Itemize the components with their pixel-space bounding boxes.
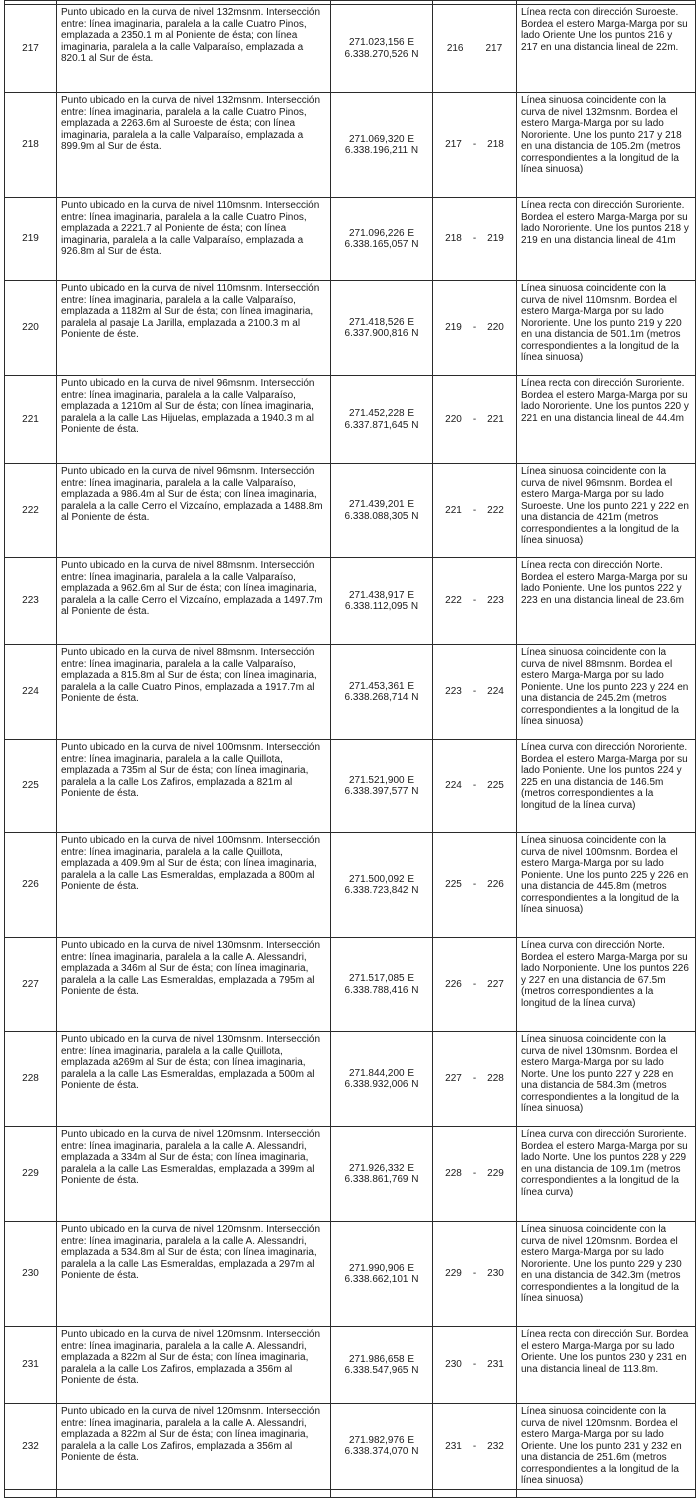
easting-value: 271.521,900 E: [348, 774, 415, 786]
segment-separator: -: [472, 978, 477, 990]
segment-to: 231: [487, 1359, 504, 1371]
segment-range: [447, 43, 502, 55]
point-number: 223: [22, 595, 39, 607]
point-description-cell: [57, 1327, 331, 1404]
segment-to: 223: [487, 595, 504, 607]
segment-separator: -: [472, 879, 477, 891]
easting-value: 271.439,201 E: [348, 499, 415, 510]
segment-cell: [433, 464, 517, 558]
segment-separator: -: [472, 139, 477, 151]
coordinates-cell: [331, 5, 433, 93]
line-description-cell: [517, 833, 696, 938]
point-description-cell: [57, 1404, 331, 1490]
table-row: [5, 938, 696, 1032]
point-description: Punto ubicado en la curva de nivel 120msnm. Intersección entre: línea imaginaria, paralela a la calle A. Alessandri, emplazada a 534.8m al Sur de ésta; con línea imaginaria, paralela a la calle Las Esmeraldas, emplazada a 297m al Poniente de ésta.: [61, 1224, 321, 1281]
point-number: 219: [22, 233, 39, 245]
segment-cell: [433, 281, 517, 376]
segment-separator: -: [472, 322, 477, 334]
segment-from: 218: [445, 233, 462, 245]
point-number-cell: [5, 1327, 57, 1404]
segment-to: 219: [487, 233, 504, 245]
coordinates-cell: [331, 740, 433, 833]
line-description: Línea recta con dirección Sur. Bordea el estero Marga-Marga por su lado Oriente. Une los puntos 230 y 231 en una distancia lineal de 113.8m.: [521, 1329, 689, 1375]
segment-range: [445, 505, 504, 517]
segment-from: 225: [445, 879, 462, 891]
point-number-cell: [5, 376, 57, 464]
coordinates-cell: [331, 1404, 433, 1490]
table-row: [5, 93, 696, 198]
easting-value: 271.418,526 E: [348, 316, 415, 328]
segment-from: 223: [445, 686, 462, 698]
segment-range: [445, 414, 504, 426]
point-number-cell: [5, 740, 57, 833]
point-number-cell: [5, 198, 57, 281]
coordinates-cell: [331, 1327, 433, 1404]
point-description-cell: [57, 1222, 331, 1327]
point-description-cell: [57, 1127, 331, 1222]
segment-cell: [433, 1404, 517, 1490]
easting-value: 271.452,228 E: [348, 408, 415, 419]
easting-value: 271.023,156 E: [348, 37, 415, 48]
point-description-cell: [57, 938, 331, 1032]
point-description: Punto ubicado en la curva de nivel 120msnm. Intersección entre: línea imaginaria, paralela a la calle A. Alessandri, emplazada a 822m al Sur de ésta; con línea imaginaria, paralela a la calle Los Zafiros, emplazada a 356m al Poniente de ésta.: [61, 1406, 321, 1463]
segment-to: 220: [487, 322, 504, 334]
segment-range: [445, 1168, 504, 1180]
segment-from: 221: [445, 504, 462, 516]
table-row: [5, 558, 696, 645]
easting-value: 271.926,332 E: [348, 1162, 415, 1174]
segment-from: 217: [445, 139, 462, 151]
segment-separator: -: [472, 413, 477, 425]
line-description-cell: [517, 198, 696, 281]
northing-value: 6.338.547,965 N: [344, 1365, 419, 1376]
point-description-cell: [57, 833, 331, 938]
segment-to: 217: [485, 42, 503, 54]
point-description-cell: [57, 376, 331, 464]
point-description: Punto ubicado en la curva de nivel 130msnm. Intersección entre: línea imaginaria, paralela a la calle Quillota, emplazada a269m al Sur de ésta; con línea imaginaria, paralela a la calle Las Esmeraldas, emplazada a 500m al Poniente de ésta.: [61, 1034, 321, 1091]
point-number-cell: [5, 5, 57, 93]
line-description: Línea sinuosa coincidente con la curva de nivel 130msnm. Bordea el estero Marga-Marga por su lado Norte. Une los punto 227 y 228 en una distancia de 584.3m (metros correspondientes a la longitud de la línea sinuosa): [521, 1034, 679, 1114]
point-description-cell: [57, 198, 331, 281]
point-number-cell: [5, 1222, 57, 1327]
point-number: 217: [22, 42, 39, 54]
point-number: 231: [22, 1359, 39, 1371]
point-number-cell: [5, 645, 57, 740]
point-number-cell: [5, 558, 57, 645]
point-description: Punto ubicado en la curva de nivel 120msnm. Intersección entre: línea imaginaria, paralela a la calle A. Alessandri, emplazada a 822m al Sur de ésta; con línea imaginaria, paralela a la calle Los Zafiros, emplazada a 356m al Poniente de ésta.: [61, 1329, 321, 1386]
point-number: 229: [22, 1168, 39, 1180]
line-description: Línea sinuosa coincidente con la curva de nivel 88msnm. Bordea el estero Marga-Marga por su lado Poniente. Une los punto 223 y 224 en una distancia de 245.2m (metros correspondientes a la longitud de la línea sinuosa): [521, 647, 689, 727]
line-description-cell: [517, 5, 696, 93]
line-description: Línea sinuosa coincidente con la curva de nivel 132msnm. Bordea el estero Marga-Marga por su lado Nororiente. Une los punto 217 y 218 en una distancia de 105.2m (metros correspondientes a la longitud de la línea sinuosa): [521, 95, 682, 175]
coordinates-cell: [331, 1032, 433, 1127]
northing-value: 6.338.112,095 N: [344, 601, 419, 612]
table-row: [5, 5, 696, 93]
point-description-cell: [57, 740, 331, 833]
point-description: Punto ubicado en la curva de nivel 100msnm. Intersección entre: línea imaginaria, paralela a la calle Quillota, emplazada a 735m al Sur de ésta; con línea imaginaria, paralela a la calle Los Zafiros, emplazada a 821m al Poniente de ésta.: [61, 742, 321, 799]
table-row: [5, 1032, 696, 1127]
northing-value: 6.338.088,305 N: [344, 510, 419, 522]
empty-cell: [5, 1489, 57, 1497]
point-number-cell: [5, 938, 57, 1032]
point-description: Punto ubicado en la curva de nivel 88msnm. Intersección entre: línea imaginaria, paralela a la calle Valparaíso, emplazada a 962.6m al Sur de ésta; con línea imaginaria, paralela a la calle Cerro el Vizcaíno, emplazada a 1497.7m al Poniente de ésta.: [61, 560, 323, 617]
line-description-cell: [517, 558, 696, 645]
easting-value: 271.986,658 E: [348, 1353, 415, 1365]
coordinates-cell: [331, 281, 433, 376]
segment-separator: -: [472, 1268, 477, 1280]
table-row: [5, 833, 696, 938]
segment-cell: [433, 1327, 517, 1404]
point-number-cell: [5, 281, 57, 376]
segment-to: 224: [487, 686, 504, 698]
point-number: 218: [22, 139, 39, 151]
line-description: Línea curva con dirección Suroriente. Bordea el estero Marga-Marga por su lado Norte. Une los puntos 228 y 229 en una distancia de 109.1m (metros correspondientes a la longitud de la línea curva): [521, 1129, 688, 1198]
segment-range: [445, 879, 504, 891]
line-description: Línea sinuosa coincidente con la curva de nivel 120msnm. Bordea el estero Marga-Marga por su lado Nororiente. Une los punto 229 y 230 en una distancia de 342.3m (metros correspondientes a la longitud de la línea sinuosa): [521, 1224, 682, 1304]
segment-from: 222: [445, 595, 462, 607]
segment-range: [445, 1073, 504, 1085]
coordinates-cell: [331, 1127, 433, 1222]
coordinates-cell: [331, 1222, 433, 1327]
empty-cell: [517, 1489, 696, 1497]
segment-from: 230: [445, 1359, 462, 1371]
empty-cell: [57, 1489, 331, 1497]
easting-value: 271.438,917 E: [348, 589, 415, 601]
segment-from: 220: [445, 413, 462, 425]
point-description: Punto ubicado en la curva de nivel 130msnm. Intersección entre: línea imaginaria, paralela a la calle A. Alessandri, emplazada a 346m al Sur de ésta; con línea imaginaria, paralela a la calle Las Esmeraldas, emplazada a 795m al Poniente de ésta.: [61, 940, 321, 997]
coordinates-cell: [331, 558, 433, 645]
segment-range: [445, 1441, 504, 1453]
point-number-cell: [5, 464, 57, 558]
segment-cell: [433, 5, 517, 93]
line-description-cell: [517, 1032, 696, 1127]
point-description: Punto ubicado en la curva de nivel 88msnm. Intersección entre: línea imaginaria, paralela a la calle Valparaíso, emplazada a 815.8m al Sur de ésta; con línea imaginaria, paralela a la calle Cuatro Pinos, emplazada a 1917.7m al Poniente de ésta.: [61, 647, 317, 704]
table-row: [5, 1127, 696, 1222]
table-row: [5, 740, 696, 833]
point-number-cell: [5, 1032, 57, 1127]
point-description-cell: [57, 558, 331, 645]
segment-range: [445, 139, 504, 151]
easting-value: 271.453,361 E: [348, 680, 415, 692]
segment-from: 227: [445, 1073, 462, 1085]
point-number: 225: [22, 780, 39, 792]
segment-range: [445, 595, 504, 607]
coordinates-cell: [331, 464, 433, 558]
point-description-cell: [57, 645, 331, 740]
northing-value: 6.338.165,057 N: [344, 239, 419, 250]
northing-value: 6.338.374,070 N: [344, 1446, 419, 1458]
segment-range: [445, 780, 504, 792]
segment-separator: -: [472, 1073, 477, 1085]
line-description: Línea sinuosa coincidente con la curva de nivel 100msnm. Bordea el estero Marga-Marga por su lado Poniente. Une los punto 225 y 226 en una distancia de 445.8m (metros correspondientes a la longitud de la línea sinuosa): [521, 835, 689, 915]
table-row: [5, 1404, 696, 1490]
line-description-cell: [517, 740, 696, 833]
segment-separator: -: [472, 233, 477, 245]
easting-value: 271.990,906 E: [348, 1262, 415, 1274]
segment-cell: [433, 1032, 517, 1127]
line-description-cell: [517, 1327, 696, 1404]
table-row: [5, 1327, 696, 1404]
point-description-cell: [57, 93, 331, 198]
empty-cell: [331, 1489, 433, 1497]
segment-cell: [433, 1127, 517, 1222]
segment-separator: -: [472, 504, 477, 516]
line-description: Línea curva con dirección Nororiente. Bordea el estero Marga-Marga por su lado Poniente. Une los puntos 224 y 225 en una distancia de 146.5m (metros correspondientes a la longitud de la línea curva): [521, 742, 688, 811]
point-description: Punto ubicado en la curva de nivel 100msnm. Intersección entre: línea imaginaria, paralela a la calle Quillota, emplazada a 409.9m al Sur de ésta; con línea imaginaria, paralela a la calle Las Esmeraldas, emplazada a 800m al Poniente de ésta.: [61, 835, 321, 892]
segment-to: 229: [487, 1168, 504, 1180]
partial-row-bottom: [5, 1489, 696, 1497]
empty-cell: [433, 1489, 517, 1497]
segment-cell: [433, 740, 517, 833]
line-description-cell: [517, 464, 696, 558]
segment-to: 232: [487, 1440, 504, 1452]
northing-value: 6.338.270,526 N: [344, 48, 419, 60]
segment-cell: [433, 558, 517, 645]
segment-from: 216: [446, 42, 464, 54]
segment-range: [445, 1268, 504, 1280]
segment-from: 231: [445, 1440, 462, 1452]
line-description: Línea recta con dirección Suroriente. Bordea el estero Marga-Marga por su lado Nororiente. Une los puntos 220 y 221 en una distancia lineal de 44.4m: [521, 378, 689, 424]
line-description-cell: [517, 93, 696, 198]
table-row: [5, 645, 696, 740]
line-description: Línea curva con dirección Norte. Bordea el estero Marga-Marga por su lado Norponiente. Une los puntos 226 y 227 en una distancia de 67.5m (metros correspondientes a la longitud de la línea curva): [521, 940, 689, 1009]
point-number-cell: [5, 93, 57, 198]
point-number: 226: [22, 879, 39, 891]
point-description: Punto ubicado en la curva de nivel 120msnm. Intersección entre: línea imaginaria, paralela a la calle A. Alessandri, emplazada a 334m al Sur de ésta; con línea imaginaria, paralela a la calle Las Esmeraldas, emplazada a 399m al Poniente de ésta.: [61, 1129, 321, 1186]
segment-range: [445, 1359, 504, 1371]
segment-separator: -: [472, 686, 477, 698]
point-number: 221: [22, 413, 39, 425]
segment-to: 230: [487, 1268, 504, 1280]
point-description-cell: [57, 5, 331, 93]
point-number: 222: [22, 504, 39, 516]
point-number-cell: [5, 1127, 57, 1222]
segment-separator: -: [472, 1168, 477, 1180]
northing-value: 6.338.662,101 N: [344, 1274, 419, 1285]
easting-value: 271.096,226 E: [348, 227, 415, 239]
table-row: [5, 281, 696, 376]
segment-to: 225: [487, 780, 504, 792]
point-number-cell: [5, 833, 57, 938]
line-description-cell: [517, 1222, 696, 1327]
line-description: Línea recta con dirección Suroriente. Bordea el estero Marga-Marga por su lado Nororiente. Une los puntos 218 y 219 en una distancia lineal de 41m: [521, 200, 689, 246]
point-description: Punto ubicado en la curva de nivel 110msnm. Intersección entre: línea imaginaria, paralela a la calle Cuatro Pinos, emplazada a 2221.7 al Poniente de ésta; con línea imaginaria, paralela a la calle Valparaíso, emplazada a 926.8m al Sur de ésta.: [61, 200, 320, 257]
line-description-cell: [517, 1127, 696, 1222]
easting-value: 271.069,320 E: [348, 133, 415, 145]
northing-value: 6.338.397,577 N: [344, 786, 419, 797]
segment-from: 226: [445, 978, 462, 990]
point-description: Punto ubicado en la curva de nivel 110msnm. Intersección entre: línea imaginaria, paralela a la calle Valparaíso, emplazada a 1182m al Sur de ésta; con línea imaginaria, paralela al pasaje La Jarilla, emplazada a 2100.3 m al Poniente de éste.: [61, 283, 320, 340]
segment-to: 222: [487, 504, 504, 516]
line-description: Línea sinuosa coincidente con la curva de nivel 96msnm. Bordea el estero Marga-Marga por su lado Suroeste. Une los punto 221 y 222 en una distancia de 421m (metros correspondientes a la longitud de la línea sinuosa): [521, 466, 689, 546]
line-description-cell: [517, 938, 696, 1032]
table-row: [5, 1222, 696, 1327]
line-description: Línea recta con dirección Norte. Bordea el estero Marga-Marga por su lado Poniente. Une los puntos 222 y 223 en una distancia lineal de 23.6m: [521, 560, 688, 606]
segment-cell: [433, 376, 517, 464]
point-description: Punto ubicado en la curva de nivel 96msnm. Intersección entre: línea imaginaria, paralela a la calle Valparaíso, emplazada a 986.4m al Sur de ésta; con línea imaginaria, paralela a la calle Cerro el Vizcaíno, emplazada a 1488.8m al Poniente de ésta.: [61, 466, 323, 523]
segment-cell: [433, 645, 517, 740]
northing-value: 6.338.723,842 N: [344, 885, 419, 896]
table-row: [5, 464, 696, 558]
northing-value: 6.338.932,006 N: [344, 1079, 419, 1090]
segment-range: [445, 686, 504, 698]
point-number: 232: [22, 1440, 39, 1452]
table-row: [5, 376, 696, 464]
point-number: 224: [22, 686, 39, 698]
point-description: Punto ubicado en la curva de nivel 96msnm. Intersección entre: línea imaginaria, paralela a la calle Valparaíso, emplazada a 1210m al Sur de ésta; con línea imaginaria, paralela a la calle Las Hijuelas, emplazada a 1940.3 m al Poniente de ésta.: [61, 378, 315, 435]
coordinates-cell: [331, 93, 433, 198]
segment-cell: [433, 93, 517, 198]
coordinates-cell: [331, 938, 433, 1032]
segment-range: [445, 233, 504, 245]
segment-from: 219: [445, 322, 462, 334]
northing-value: 6.337.871,645 N: [344, 419, 419, 431]
northing-value: 6.338.788,416 N: [344, 984, 419, 996]
point-description: Punto ubicado en la curva de nivel 132msnm. Intersección entre: línea imaginaria, paralela a la calle Cuatro Pinos, emplazada a 2350.1 m al Poniente de ésta; con línea imaginaria, paralela a la calle Valparaíso, emplazada a 820.1 al Sur de ésta.: [61, 7, 321, 64]
northing-value: 6.338.268,714 N: [344, 692, 419, 703]
segment-from: 228: [445, 1168, 462, 1180]
line-description: Línea sinuosa coincidente con la curva de nivel 110msnm. Bordea el estero Marga-Marga por su lado Nororiente. Une los punto 219 y 220 en una distancia de 501.1m (metros correspondientes a la longitud de la línea sinuosa): [521, 283, 682, 363]
segment-range: [445, 979, 504, 991]
table-row: [5, 198, 696, 281]
point-description-cell: [57, 281, 331, 376]
segment-cell: [433, 198, 517, 281]
segment-cell: [433, 833, 517, 938]
coordinates-cell: [331, 833, 433, 938]
coordinates-cell: [331, 645, 433, 740]
easting-value: 271.844,200 E: [348, 1067, 415, 1079]
segment-to: 227: [487, 978, 504, 990]
line-description-cell: [517, 376, 696, 464]
segment-to: 228: [487, 1073, 504, 1085]
line-description-cell: [517, 1404, 696, 1490]
point-description-cell: [57, 464, 331, 558]
line-description-cell: [517, 281, 696, 376]
line-description: Línea recta con dirección Suroeste. Bordea el estero Marga-Marga por su lado Oriente Une los puntos 216 y 217 en una distancia lineal de 22m.: [521, 7, 688, 53]
point-number: 227: [22, 978, 39, 990]
point-description: Punto ubicado en la curva de nivel 132msnm. Intersección entre: línea imaginaria, paralela a la calle Cuatro Pinos, emplazada a 2263.6m al Suroeste de ésta; con línea imaginaria, paralela a la calle Valparaíso, emplazada a 899.9m al Sur de ésta.: [61, 95, 321, 152]
point-number: 230: [22, 1268, 39, 1280]
segment-separator: -: [472, 780, 477, 792]
segment-separator: -: [472, 595, 477, 607]
point-description-cell: [57, 1032, 331, 1127]
segment-separator: -: [472, 1359, 477, 1371]
easting-value: 271.517,085 E: [348, 973, 415, 984]
segment-from: 229: [445, 1268, 462, 1280]
segment-to: 226: [487, 879, 504, 891]
coordinates-cell: [331, 198, 433, 281]
northing-value: 6.338.861,769 N: [344, 1174, 419, 1185]
northing-value: 6.337.900,816 N: [344, 328, 419, 339]
line-description-cell: [517, 645, 696, 740]
easting-value: 271.500,092 E: [348, 873, 415, 885]
segment-range: [445, 322, 504, 334]
northing-value: 6.338.196,211 N: [344, 145, 419, 156]
point-number: 220: [22, 322, 39, 334]
segment-from: 224: [445, 780, 462, 792]
segment-to: 221: [487, 413, 504, 425]
segment-cell: [433, 938, 517, 1032]
point-number-cell: [5, 1404, 57, 1490]
segment-cell: [433, 1222, 517, 1327]
survey-points-table: [4, 0, 696, 1498]
line-description: Línea sinuosa coincidente con la curva de nivel 120msnm. Bordea el estero Marga-Marga por su lado Oriente. Une los punto 231 y 232 en una distancia de 251.6m (metros correspondientes a la longitud de la línea sinuosa): [521, 1406, 682, 1486]
easting-value: 271.982,976 E: [348, 1434, 415, 1446]
segment-to: 218: [487, 139, 504, 151]
segment-separator: -: [472, 1440, 477, 1452]
point-number: 228: [22, 1073, 39, 1085]
coordinates-cell: [331, 376, 433, 464]
